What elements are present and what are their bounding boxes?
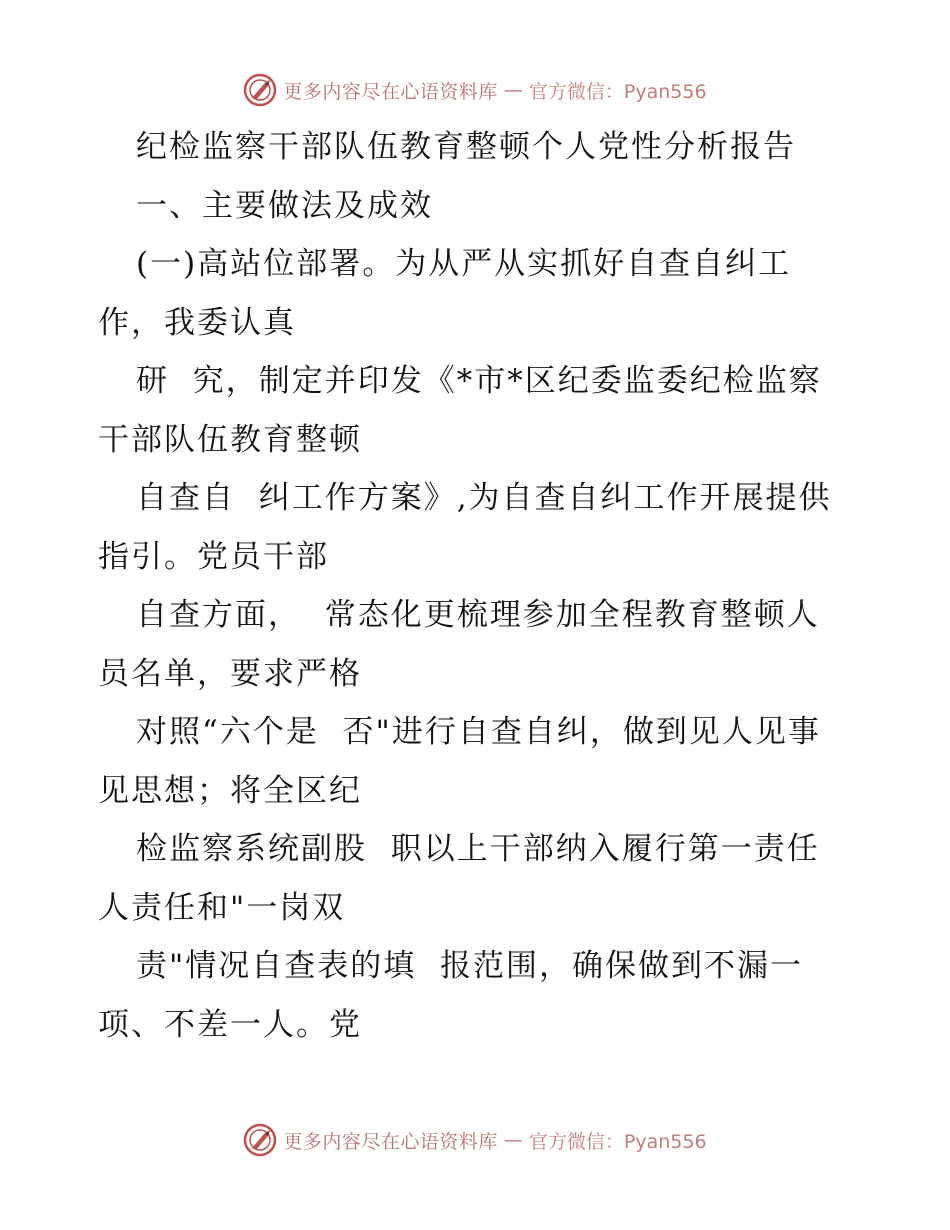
paragraph-line: 研 究，制定并印发《*市*区纪委监委纪检监察 <box>136 363 822 399</box>
pen-nib-icon <box>243 1123 277 1157</box>
footer-watermark <box>0 1120 950 1160</box>
paragraph-line: 自查自 纠工作方案》,为自查自纠工作开展提供 <box>136 480 832 516</box>
paragraph-line: 作，我委认真 <box>98 304 296 341</box>
watermark-separator: — <box>503 1129 523 1151</box>
watermark-separator: — <box>503 79 523 101</box>
watermark-site-text: 更多内容尽在心语资料库 <box>283 1130 498 1153</box>
paragraph-line: 项、不差一人。党 <box>98 1006 362 1043</box>
watermark-contact: 官方微信：Pyan556 <box>528 80 707 103</box>
watermark-site-text: 更多内容尽在心语资料库 <box>283 80 498 103</box>
paragraph-line: (一)高站位部署。为从严从实抓好自查自纠工 <box>136 246 792 282</box>
paragraph-line: 指引。党员干部 <box>98 538 329 575</box>
paragraph-line: 人责任和"一岗双 <box>98 889 346 926</box>
document-body <box>98 118 898 1054</box>
paragraph-line: 员名单，要求严格 <box>98 655 362 692</box>
watermark-contact: 官方微信：Pyan556 <box>528 1130 707 1153</box>
document-title: 纪检监察干部队伍教育整顿个人党性分析报告 <box>136 129 796 165</box>
paragraph-line: 责"情况自查表的填 报范围，确保做到不漏一 <box>136 948 803 984</box>
paragraph-line: 自查方面， 常态化更梳理参加全程教育整顿人 <box>136 597 820 633</box>
paragraph-line: 见思想；将全区纪 <box>98 772 362 809</box>
pen-nib-icon <box>243 73 277 107</box>
section-heading: 一、主要做法及成效 <box>136 187 433 224</box>
header-watermark <box>0 70 950 110</box>
paragraph-line: 对照“六个是 否"进行自查自纠，做到见人见事 <box>136 714 821 750</box>
paragraph-line: 检监察系统副股 职以上干部纳入履行第一责任 <box>136 831 820 867</box>
paragraph-line: 干部队伍教育整顿 <box>98 421 362 458</box>
